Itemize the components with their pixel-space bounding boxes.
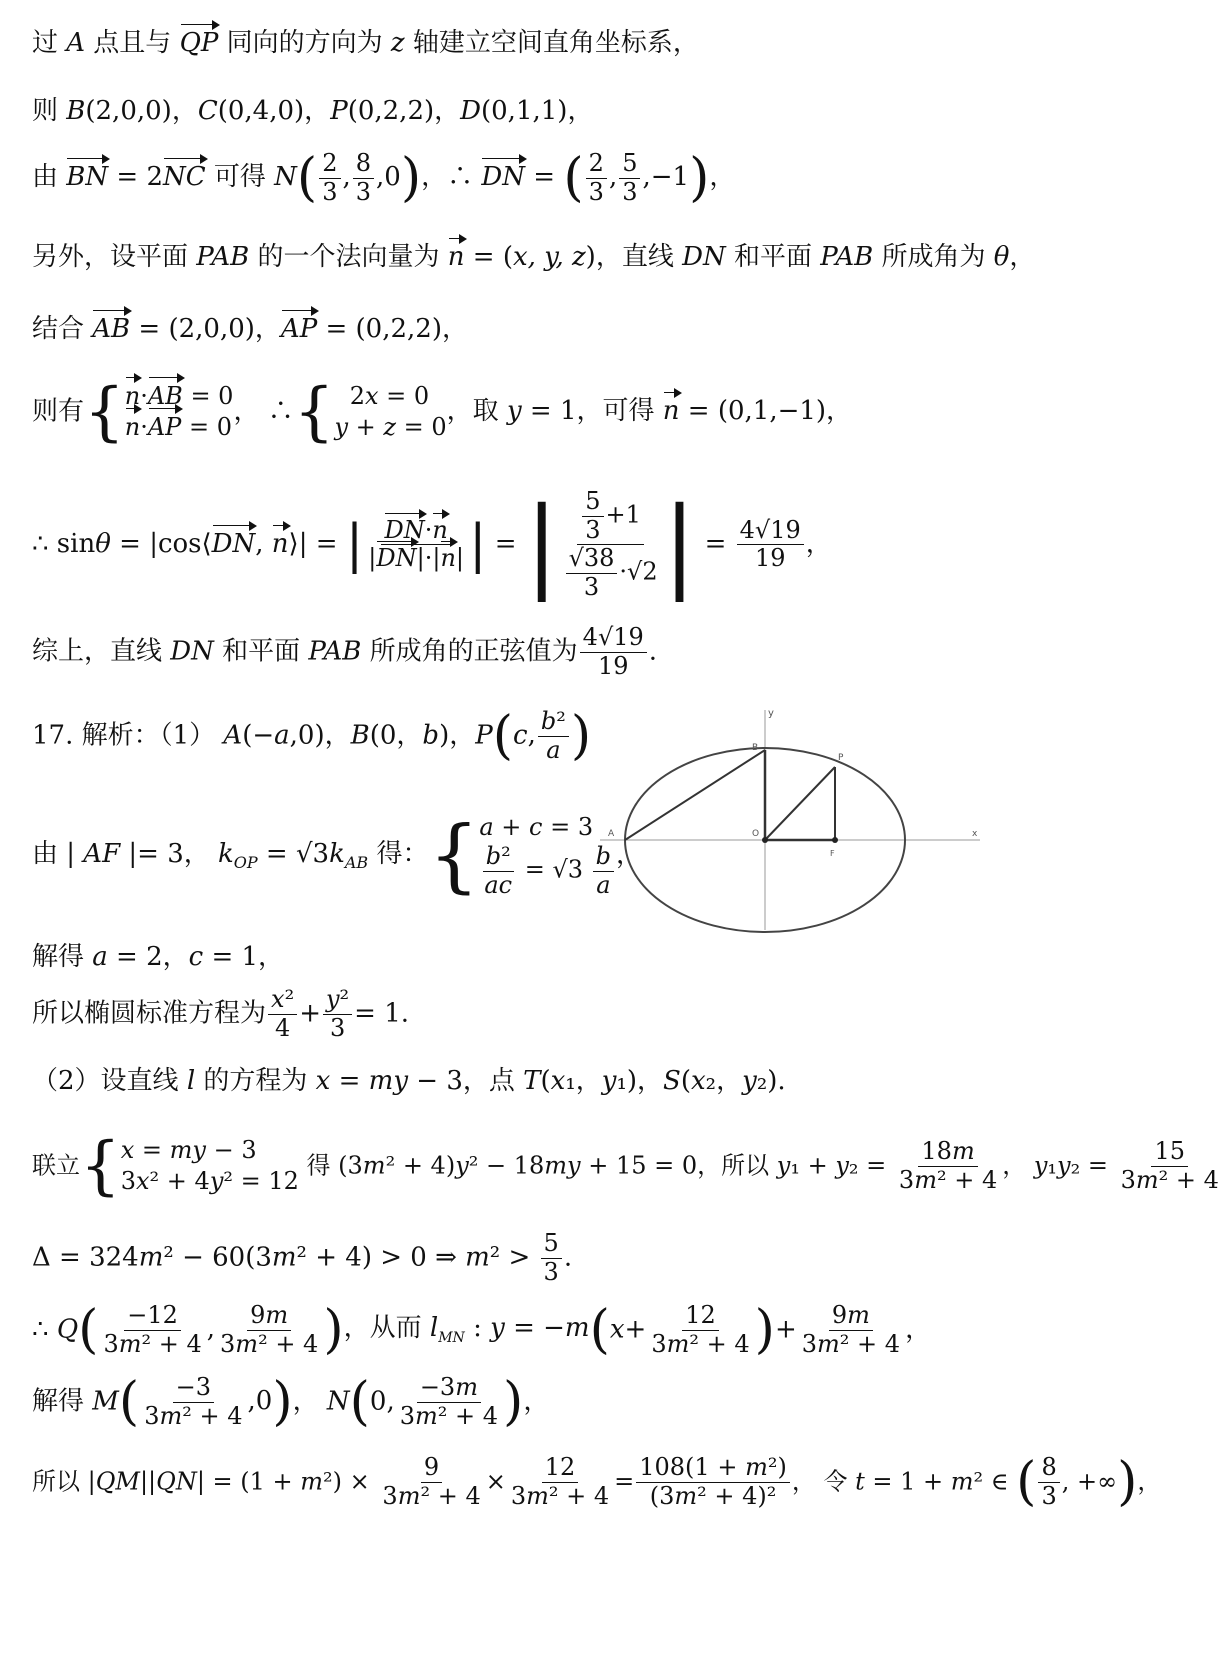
line-17: 解得 M( $\frac{-3}{\text{3m² + 4}}$ ,0)， N(0, $\frac{-3m}{\text{3m² + 4}}$ )， [32,1372,550,1433]
ellipse-figure [600,700,1000,940]
line-5: 结合 AB = (2,0,0)，AP = (0,2,2)， [32,314,468,344]
line-7: ∴ sinθ = |cos⟨DN, n⟩| = | $\frac{DN\cdot n}{|DN|\cdot|n|}$ | = | $\frac{5}{3}$ +1 $\frac{√38}{3}$ ·√2 | = $\frac{4√19}{19}$ ， [32,485,832,603]
label-A: A [608,829,615,839]
line-13: （2）设直线 l 的方程为 x = my − 3，点 T(x₁，y₁)，S(x₂，y₂). [32,1066,786,1096]
line-8: 综上，直线 DN 和平面 PAB 所成角的正弦值为 $\frac{4√19}{19}$ . [32,623,658,680]
label-P: P [838,753,844,763]
line-11: 解得 a = 2，c = 1， [32,942,285,972]
line-3: 由 BN = 2NC 可得 N( $\frac{2}{3}$ , $\frac{8}{3}$ ,0)，∴ DN = ( $\frac{2}{3}$ , $\frac{5}{3}$ ,−1)， [32,148,736,209]
line-18: 所以 |QM||QN| = (1 + m²) × $\frac{9}{\text{3m² + 4}}$ × $\frac{12}{\text{3m² + 4}}$ = $\frac{\text{108(1 + m²)}}{\text{(3m² + 4)²}}$ ， 令 t = 1 + m² ∈ ( $\frac{8}{3}$ , +∞)， [32,1452,1162,1513]
line-4: 另外，设平面 PAB 的一个法向量为 n = (x, y, z)，直线 DN 和平面 PAB 所成角为 θ， [32,242,1036,272]
line-9: 17. 解析：（1） A(−a,0)，B(0，b)，P(c, $\frac{\text{b²}}{a}$ ) [32,706,592,767]
line-10: 由 | AF |= 3， $k_{OP} = √3k_{AB}$ 得：{ a + c = 3 $\frac{\text{b²}}{ac}$ = √3 $\frac{b}{a}$ ， [32,808,643,902]
line-6: 则有{ n·AB = 0 n·AP = 0 ， ∴{ 2x = 0 y + z = 0 ，取 y = 1，可得 n = (0,1,−1)， [32,375,853,449]
label-x: x [972,829,978,839]
line-1: 过 A 点且与 QP 同向的方向为 z 轴建立空间直角坐标系， [32,28,699,58]
line-16: ∴ Q( $\frac{-12}{\text{3m² + 4}}$ , $\frac{9m}{\text{3m² + 4}}$ )，从而 $l_{MN}$ : y = −m(x+ $\frac{12}{\text{3m² + 4}}$ )+ $\frac{9m}{\text{3m² + 4}}$ ， [32,1300,932,1361]
label-y: y [768,708,774,719]
label-B: B [752,743,759,753]
line-14: 联立{ x = my − 3 3x² + 4y² = 12 得 (3m² + 4)y² − 18my + 15 = 0，所以 y₁ + y₂ = $\frac{18m}{\text{3m² + 4}}$ ， y₁y₂ = $\frac{15}{\text{3m² + 4}}$ [32,1129,1219,1203]
line-2: 则 B(2,0,0)，C(0,4,0)，P(0,2,2)，D(0,1,1)， [32,96,594,126]
line-12: 所以椭圆标准方程为 $\frac{\text{x²}}{4}$ + $\frac{\text{y²}}{3}$ = 1. [32,985,410,1042]
label-O: O [752,829,760,839]
line-15: Δ = 324m² − 60(3m² + 4) > 0 ⇒ m² > $\frac{5}{3}$ . [32,1229,573,1286]
label-F: F [830,849,835,858]
